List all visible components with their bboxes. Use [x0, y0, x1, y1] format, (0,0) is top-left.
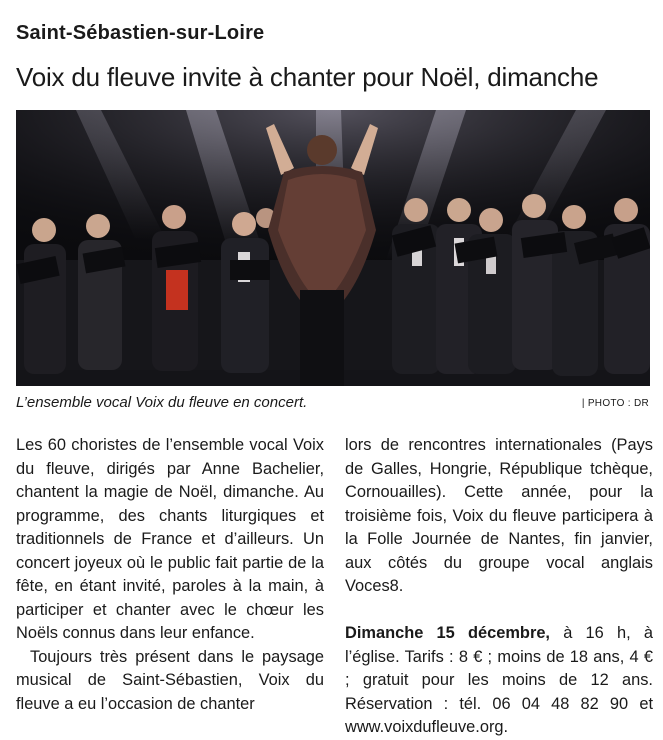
- body-paragraph-2: Toujours très présent dans le paysage musical de Saint-Sébastien, Voix du fleuve a eu l’occasion de chanter: [16, 647, 324, 713]
- article-body-right-column: [345, 434, 653, 740]
- article-headline: Voix du fleuve invite à chanter pour Noël, dimanche: [16, 62, 599, 92]
- body-paragraph-1: Les 60 choristes de l’ensemble vocal Voix du fleuve, dirigés par Anne Bachelier, chantent la magie de Noël, dimanche. Au programme, des chants liturgiques et traditionnels de France et d’ailleurs. Un concert joyeux où le public fait partie de la fête, en étant invité, paroles à la main, à participer et chanter avec le chœur les Noëls connus dans leur enfance.: [16, 436, 324, 642]
- article-body-left-column: [16, 434, 324, 716]
- body-paragraph-2-continued: lors de rencontres internationales (Pays de Galles, Hongrie, République tchèque, Cornouailles). Cette année, pour la troisième fois, Voix du fleuve participera à la Folle Journée de Nantes, fin janvier, aux côtés du groupe vocal anglais Voces8.: [345, 436, 653, 595]
- photo-credit: | PHOTO : DR: [581, 398, 649, 409]
- event-date: Dimanche 15 décembre,: [345, 624, 550, 642]
- article-photo: [16, 110, 650, 386]
- choir-concert-image: [16, 110, 650, 386]
- photo-caption: L’ensemble vocal Voix du fleuve en concert.: [16, 394, 308, 411]
- article-kicker: Saint-Sébastien-sur-Loire: [16, 22, 265, 44]
- event-details: à 16 h, à l’église. Tarifs : 8 € ; moins de 18 ans, 4 € ; gratuit pour les moins de 12 ans. Réservation : tél. 06 04 48 82 90 et www.voixdufleuve.org.: [345, 624, 653, 736]
- event-info: [345, 622, 653, 740]
